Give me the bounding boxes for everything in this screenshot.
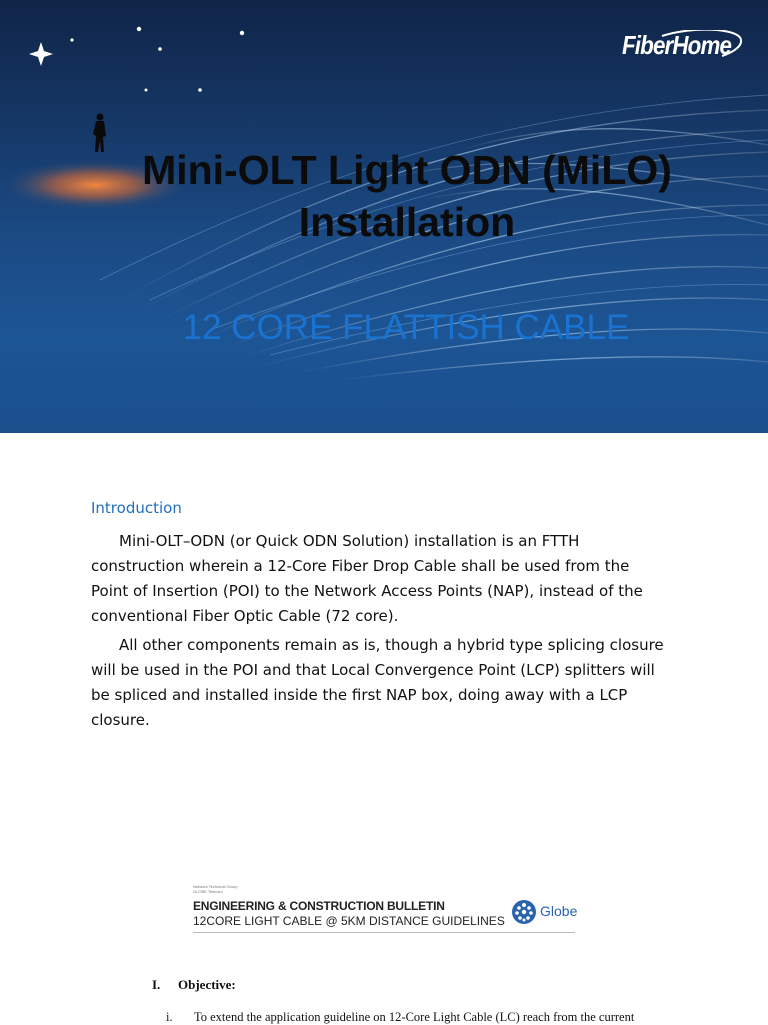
bulletin-org-line-2: GLOBE Telecom	[193, 889, 223, 894]
intro-paragraph-2: All other components remain as is, though a hybrid type splicing closure will be used in the POI and that Local Convergence Point (LCP) splitters will be spliced and installed inside the first NAP box, doing away with a LCP closure.	[91, 636, 664, 729]
header-banner	[0, 0, 768, 433]
introduction-heading: Introduction	[91, 499, 182, 517]
logo-text: FiberHome	[622, 30, 732, 60]
objective-heading	[152, 977, 236, 993]
globe-brand-text: Globe	[540, 903, 578, 919]
title-line-2: Installation	[298, 199, 516, 245]
page-title	[0, 144, 768, 248]
objective-item-text: To extend the application guideline on 12-Core Light Cable (LC) reach from the current	[194, 1010, 635, 1024]
bulletin-org	[193, 884, 238, 894]
globe-logo-icon	[511, 899, 537, 925]
fiberhome-logo	[622, 30, 750, 66]
bulletin-subtitle: 12CORE LIGHT CABLE @ 5KM DISTANCE GUIDELINES	[193, 914, 505, 928]
title-line-1: Mini-OLT Light ODN (MiLO)	[142, 147, 672, 193]
objective-label: Objective:	[178, 977, 236, 992]
bulletin-header	[193, 884, 578, 936]
bulletin-divider	[193, 932, 575, 933]
objective-item	[166, 1010, 634, 1025]
page-subtitle: 12 CORE FLATTISH CABLE	[182, 308, 630, 347]
objective-item-number: i.	[166, 1010, 173, 1024]
intro-paragraph-1: Mini-OLT–ODN (or Quick ODN Solution) installation is an FTTH construction wherein a 12-Core Fiber Drop Cable shall be used from the Point of Insertion (POI) to the Network Access Points (NAP), instead of the conventional Fiber Optic Cable (72 core).	[91, 532, 643, 625]
bulletin-title: ENGINEERING & CONSTRUCTION BULLETIN	[193, 899, 445, 913]
bulletin-org-line-1: Network Technical Group	[193, 884, 238, 889]
objective-number: I.	[152, 977, 161, 992]
